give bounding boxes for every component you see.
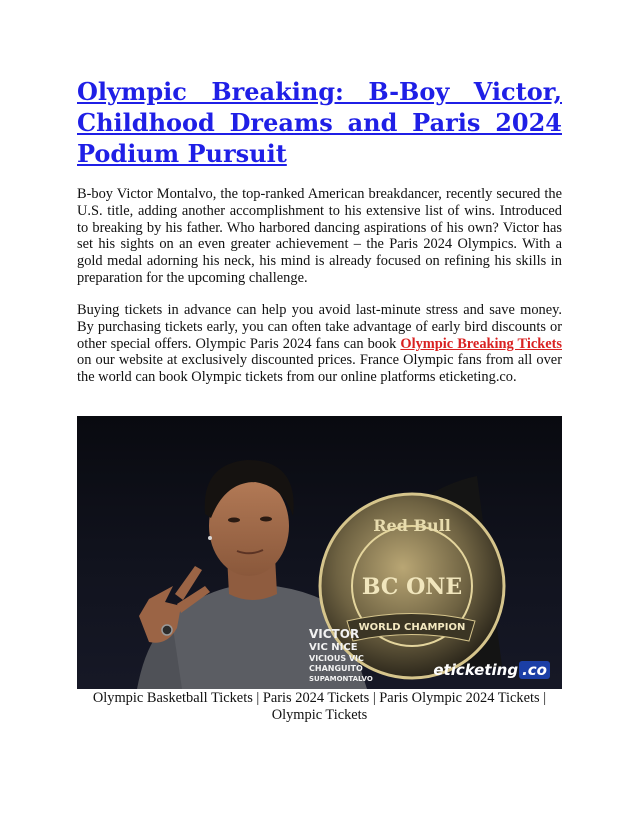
article-title[interactable]: Olympic Breaking: B-Boy Victor, Childhood Dreams and Paris 2024 Podium Pursuit	[77, 77, 562, 168]
belt-bottom-text: WORLD CHAMPION	[358, 622, 466, 633]
belt-center-text: BC ONE	[361, 574, 463, 600]
belt-top-text: Red Bull	[373, 516, 451, 535]
ring	[162, 625, 172, 635]
shirt-line-1: VICTOR	[309, 627, 360, 641]
eticketing-logo	[433, 661, 550, 679]
photo-illustration	[77, 416, 562, 689]
shirt-line-5: SUPAMONTALVO	[309, 675, 373, 683]
photo-caption: Olympic Basketball Tickets | Paris 2024 Tickets | Paris Olympic 2024 Tickets | Olympic Tickets	[92, 690, 547, 723]
eticketing-logo-suffix: .co	[519, 661, 550, 679]
paragraph-tickets-text-start: Buying tickets in advance can help you avoid last-minute stress and save money. By purchasing tickets early, you can often take advantage of early bird discounts or other special offers. Olympic Paris 2024 fans can book	[77, 302, 562, 352]
shirt-line-2: VIC NICE	[309, 642, 358, 653]
eticketing-logo-text: eticketing	[433, 661, 519, 679]
paragraph-intro: B-boy Victor Montalvo, the top-ranked American breakdancer, recently secured the U.S. title, adding another accomplishment to his extensive list of wins. Introduced to breaking by his father. Who harbored dancing aspirations of his own? Victor has set his sights on an even greater achievement – the Paris 2024 Olympics. With a gold medal adorning his neck, his mind is already focused on refining his skills in preparation for the upcoming challenge.	[77, 186, 562, 286]
earring	[208, 536, 212, 540]
paragraph-tickets-text-end: on our website at exclusively discounted prices. France Olympic fans from all over the world can book Olympic tickets from our online platforms eticketing.co.	[77, 352, 562, 386]
shirt-line-3: VICIOUS VIC	[309, 654, 364, 663]
right-eye	[260, 517, 272, 522]
shirt-line-4: CHANGUITO	[309, 664, 363, 673]
olympic-breaking-tickets-link[interactable]: Olympic Breaking Tickets	[400, 335, 562, 352]
paragraph-tickets	[77, 302, 562, 386]
left-eye	[228, 518, 240, 523]
article-photo	[77, 416, 562, 689]
